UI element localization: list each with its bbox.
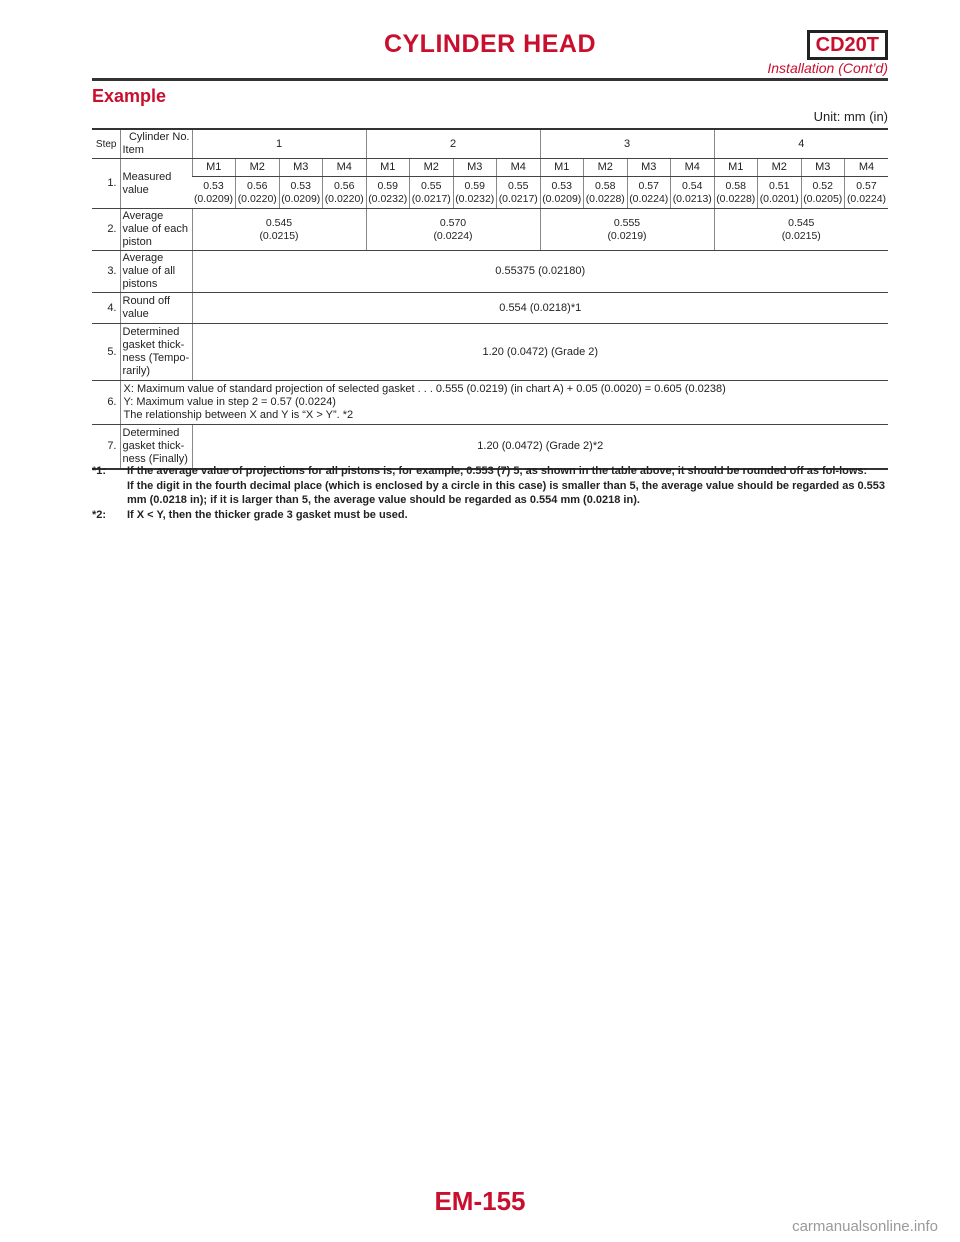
y-value-line: Y: Maximum value in step 2 = 0.57 (0.0224) bbox=[123, 396, 336, 408]
step-number: 7. bbox=[92, 425, 120, 469]
row-item-label: Average value of each piston bbox=[120, 209, 192, 251]
measured-value: 0.54 (0.0213) bbox=[671, 177, 715, 209]
comparison-row bbox=[92, 381, 888, 425]
row-item-label: Measured value bbox=[120, 159, 192, 209]
measured-value: 0.59 (0.0232) bbox=[453, 177, 497, 209]
measure-point: M1 bbox=[192, 159, 236, 177]
x-value-line: X: Maximum value of standard projection of selected gasket . . . 0.555 (0.0219) (in chart A) + 0.05 (0.0020) = 0.605 (0.0238) bbox=[123, 383, 726, 395]
measure-point: M4 bbox=[323, 159, 367, 177]
measure-point: M2 bbox=[584, 159, 628, 177]
cylinder-no-label: Cylinder No. bbox=[128, 131, 190, 143]
footnote-2-tag: *2: bbox=[92, 508, 107, 521]
measured-value-row bbox=[92, 177, 888, 209]
piston-average-3: 0.555 (0.0219) bbox=[540, 209, 714, 251]
measured-value: 0.55 (0.0217) bbox=[497, 177, 541, 209]
measured-value: 0.57 (0.0224) bbox=[845, 177, 889, 209]
round-off-value: 0.554 (0.0218)*1 bbox=[192, 293, 888, 324]
measured-value: 0.58 (0.0228) bbox=[714, 177, 758, 209]
piston-average-4: 0.545 (0.0215) bbox=[714, 209, 888, 251]
cylinder-header-4: 4 bbox=[714, 129, 888, 159]
cylinder-header-3: 3 bbox=[540, 129, 714, 159]
step-number: 3. bbox=[92, 251, 120, 293]
row-item-label: Round off value bbox=[120, 293, 192, 324]
measured-value: 0.53 (0.0209) bbox=[540, 177, 584, 209]
measure-point: M3 bbox=[279, 159, 323, 177]
measured-value: 0.56 (0.0220) bbox=[236, 177, 280, 209]
step-number: 5. bbox=[92, 324, 120, 381]
footnotes bbox=[92, 464, 888, 522]
step-number: 2. bbox=[92, 209, 120, 251]
gasket-calculation-table bbox=[92, 128, 888, 470]
measured-value: 0.58 (0.0228) bbox=[584, 177, 628, 209]
measured-value: 0.57 (0.0224) bbox=[627, 177, 671, 209]
footnote-1-text: If the average value of projections for all pistons is, for example, 0.553 (7) 5, as shown in the table above, it should be rounded off as fol-lows: bbox=[127, 465, 868, 477]
measured-value: 0.52 (0.0205) bbox=[801, 177, 845, 209]
header-divider bbox=[92, 78, 888, 81]
table-header-row bbox=[92, 129, 888, 159]
measure-point: M3 bbox=[627, 159, 671, 177]
piston-average-2: 0.570 (0.0224) bbox=[366, 209, 540, 251]
measure-point: M3 bbox=[453, 159, 497, 177]
row-item-label: Determined gasket thick-ness (Tempo-rarily) bbox=[120, 324, 192, 381]
piston-average-1: 0.545 (0.0215) bbox=[192, 209, 366, 251]
page-title: CYLINDER HEAD bbox=[383, 30, 597, 58]
relationship-line: The relationship between X and Y is “X > Y”. *2 bbox=[123, 409, 354, 421]
comparison-notes bbox=[120, 381, 888, 425]
overall-average-value: 0.55375 (0.02180) bbox=[192, 251, 888, 293]
final-thickness-value: 1.20 (0.0472) (Grade 2)*2 bbox=[192, 425, 888, 469]
measure-point: M2 bbox=[410, 159, 454, 177]
footnote-1 bbox=[92, 464, 888, 508]
measured-value: 0.59 (0.0232) bbox=[366, 177, 410, 209]
step-number: 6. bbox=[92, 381, 120, 425]
measure-point: M2 bbox=[758, 159, 802, 177]
page-subtitle: Installation (Cont’d) bbox=[767, 60, 888, 76]
measure-point: M3 bbox=[801, 159, 845, 177]
engine-code-badge: CD20T bbox=[807, 30, 888, 60]
piston-average-row bbox=[92, 209, 888, 251]
footnote-1-detail: If the digit in the fourth decimal place (which is enclosed by a circle in this case) is smaller than 5, the average value should be regarded as 0.553 mm (0.0218 in); if it is larger than 5, the average value should be regarded as 0.554 mm (0.0218 in). bbox=[127, 479, 886, 506]
step-number: 4. bbox=[92, 293, 120, 324]
measure-point: M1 bbox=[366, 159, 410, 177]
measured-value: 0.56 (0.0220) bbox=[323, 177, 367, 209]
measure-point: M1 bbox=[714, 159, 758, 177]
row-item-label: Determined gasket thick-ness (Finally) bbox=[120, 425, 192, 469]
measured-value: 0.53 (0.0209) bbox=[192, 177, 236, 209]
footnote-2 bbox=[92, 508, 888, 523]
unit-label: Unit: mm (in) bbox=[813, 109, 888, 124]
page-header bbox=[92, 26, 888, 82]
step-header: Step bbox=[92, 129, 120, 159]
measure-point: M4 bbox=[671, 159, 715, 177]
item-label: Item bbox=[122, 144, 144, 156]
footnote-2-text: If X < Y, then the thicker grade 3 gasket must be used. bbox=[127, 508, 408, 521]
temporary-thickness-row bbox=[92, 324, 888, 381]
measured-value: 0.51 (0.0201) bbox=[758, 177, 802, 209]
item-header bbox=[120, 129, 192, 159]
step-number: 1. bbox=[92, 159, 120, 209]
footnote-1-tag: *1: bbox=[92, 465, 107, 477]
row-item-label: Average value of all pistons bbox=[120, 251, 192, 293]
final-thickness-row bbox=[92, 425, 888, 469]
measure-point: M4 bbox=[845, 159, 889, 177]
measure-point: M1 bbox=[540, 159, 584, 177]
measured-value: 0.55 (0.0217) bbox=[410, 177, 454, 209]
measure-point-row bbox=[92, 159, 888, 177]
measure-point: M2 bbox=[236, 159, 280, 177]
temporary-thickness-value: 1.20 (0.0472) (Grade 2) bbox=[192, 324, 888, 381]
overall-average-row bbox=[92, 251, 888, 293]
cylinder-header-2: 2 bbox=[366, 129, 540, 159]
page-number: EM-155 bbox=[434, 1186, 526, 1216]
measured-value: 0.53 (0.0209) bbox=[279, 177, 323, 209]
measure-point: M4 bbox=[497, 159, 541, 177]
round-off-row bbox=[92, 293, 888, 324]
cylinder-header-1: 1 bbox=[192, 129, 366, 159]
section-heading: Example bbox=[92, 86, 167, 106]
watermark: carmanualsonline.info bbox=[792, 1218, 938, 1235]
